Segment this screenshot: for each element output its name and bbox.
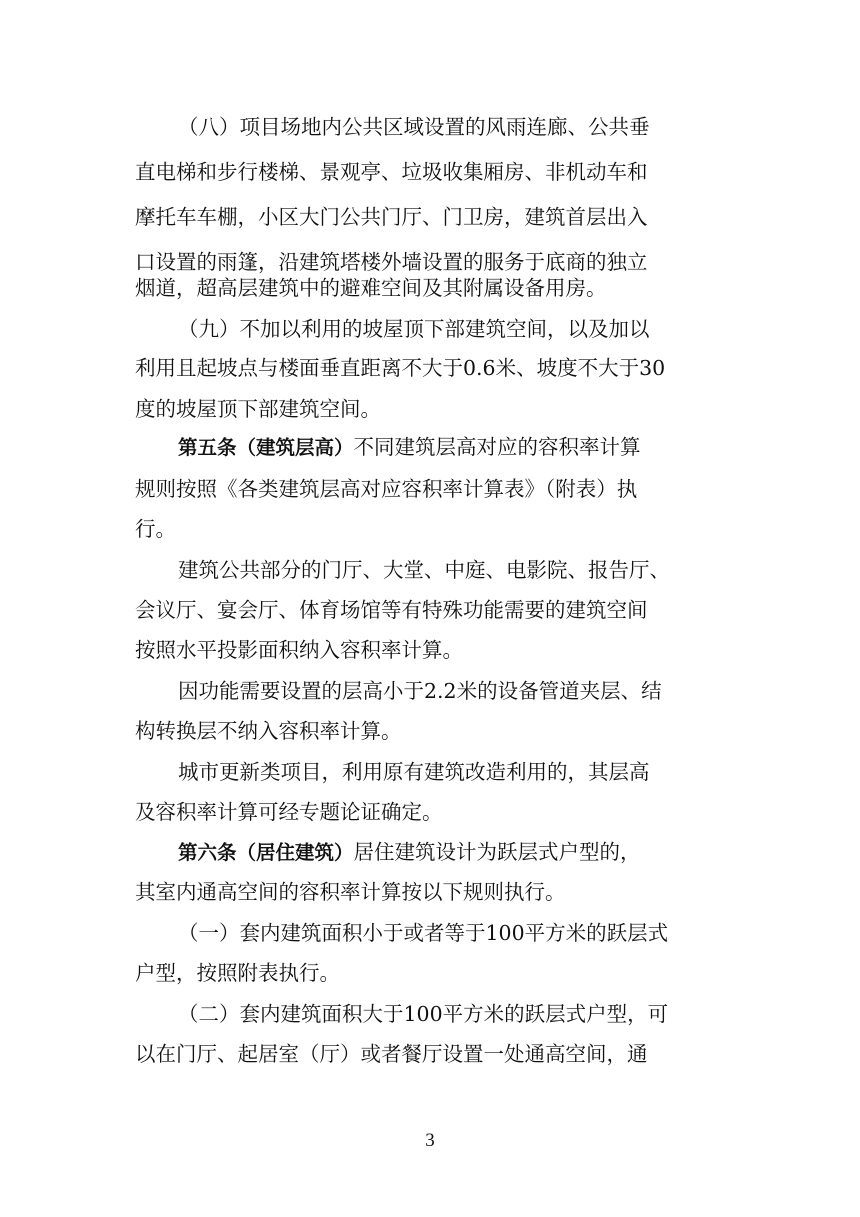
paragraph-line: 口设置的雨篷，沿建筑塔楼外墙设置的服务于底商的独立 bbox=[135, 250, 648, 274]
paragraph-line: 规则按照《各类建筑层高对应容积率计算表》（附表）执 bbox=[135, 477, 638, 501]
paragraph-line: 直电梯和步行楼梯、景观亭、垃圾收集厢房、非机动车和 bbox=[135, 160, 648, 184]
paragraph-line: 户型，按照附表执行。 bbox=[135, 961, 340, 985]
paragraph-line: 建筑公共部分的门厅、大堂、中庭、电影院、报告厅、 bbox=[178, 558, 670, 582]
article-heading: 第六条（居住建筑） bbox=[178, 841, 354, 864]
paragraph-line: 及容积率计算可经专题论证确定。 bbox=[135, 800, 443, 824]
paragraph-line: （九）不加以利用的坡屋顶下部建筑空间，以及加以 bbox=[178, 317, 650, 341]
paragraph-text: 不同建筑层高对应的容积率计算 bbox=[353, 435, 641, 459]
paragraph-line: （八）项目场地内公共区域设置的风雨连廊、公共垂 bbox=[178, 115, 650, 139]
paragraph-line: （一）套内建筑面积小于或者等于100平方米的跃层式 bbox=[178, 921, 669, 945]
paragraph-line: （二）套内建筑面积大于100平方米的跃层式户型，可 bbox=[178, 1002, 669, 1026]
paragraph-text: 居住建筑设计为跃层式户型的， bbox=[353, 840, 641, 864]
paragraph-line: 因功能需要设置的层高小于2.2米的设备管道夹层、结 bbox=[178, 679, 662, 703]
article-5-first-line bbox=[178, 432, 738, 462]
paragraph-line: 按照水平投影面积纳入容积率计算。 bbox=[135, 638, 463, 662]
article-heading: 第五条（建筑层高） bbox=[178, 436, 354, 459]
paragraph-line: 以在门厅、起居室（厅）或者餐厅设置一处通高空间，通 bbox=[135, 1042, 648, 1066]
paragraph-line: 烟道，超高层建筑中的避难空间及其附属设备用房。 bbox=[135, 276, 607, 300]
paragraph-line: 利用且起坡点与楼面垂直距离不大于0.6米、坡度不大于30 bbox=[135, 356, 666, 380]
paragraph-line: 会议厅、宴会厅、体育场馆等有特殊功能需要的建筑空间 bbox=[135, 598, 648, 622]
article-6-first-line bbox=[178, 837, 738, 867]
paragraph-line: 其室内通高空间的容积率计算按以下规则执行。 bbox=[135, 880, 566, 904]
paragraph-line: 行。 bbox=[135, 517, 176, 541]
paragraph-line: 摩托车车棚，小区大门公共门厅、门卫房，建筑首层出入 bbox=[135, 205, 648, 229]
paragraph-line: 度的坡屋顶下部建筑空间。 bbox=[135, 397, 381, 421]
paragraph-line: 构转换层不纳入容积率计算。 bbox=[135, 719, 402, 743]
page-number: 3 bbox=[425, 1130, 435, 1151]
paragraph-line: 城市更新类项目，利用原有建筑改造利用的，其层高 bbox=[178, 760, 650, 784]
